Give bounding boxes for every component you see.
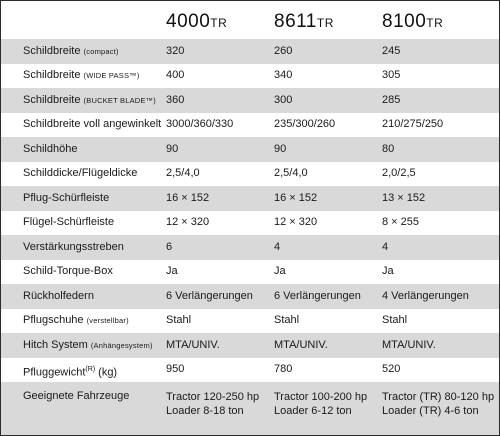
value-cell-model-3: 245 <box>382 44 401 57</box>
row-label <box>23 69 140 82</box>
value-cell-model-2: Stahl <box>274 314 300 327</box>
row-label <box>23 241 124 254</box>
value-cell-model-3: 520 <box>382 363 401 376</box>
value-cell-model-3: Ja <box>382 265 394 278</box>
value-cell-model-3: 305 <box>382 69 401 82</box>
value-line: Tractor 120-250 hp <box>166 391 260 403</box>
value-cell-model-2: 16 × 152 <box>274 191 318 204</box>
value-cell-model-2: 6 Verlängerungen <box>274 289 361 302</box>
table-row <box>1 137 499 162</box>
table-row <box>1 260 499 285</box>
value-cell-model-3: 4 Verlängerungen <box>382 289 469 302</box>
value-cell-model-2: 300 <box>274 93 293 106</box>
value-line: Loader (TR) 4-6 ton <box>382 405 479 417</box>
row-label-text: Schildbreite voll angewinkelt <box>23 118 162 131</box>
table-row <box>1 88 499 113</box>
value-cell-model-2: 90 <box>274 142 287 155</box>
value-line: Tractor (TR) 80-120 hp <box>382 391 495 403</box>
value-cell-model-1: MTA/UNIV. <box>166 338 220 351</box>
value-cell-model-2: 780 <box>274 363 293 376</box>
value-line: Loader 8-18 ton <box>166 405 244 417</box>
value-cell-model-1: 3000/360/330 <box>166 118 234 131</box>
row-label-text: Pflugschuhe <box>23 314 84 327</box>
table-row <box>1 211 499 236</box>
row-label <box>23 45 119 58</box>
value-cell-model-3: 13 × 152 <box>382 191 426 204</box>
model-heading-3: 8100TR <box>382 11 444 32</box>
row-label-text: Pfluggewicht <box>23 366 86 379</box>
row-label <box>23 167 137 180</box>
value-cell-model-1: Stahl <box>166 314 192 327</box>
value-cell-model-1: 400 <box>166 69 185 82</box>
row-label <box>23 216 114 229</box>
value-cell-model-1: Ja <box>166 265 178 278</box>
value-line: Loader 6-12 ton <box>274 405 352 417</box>
table-header <box>1 1 499 39</box>
value-cell-model-1: 320 <box>166 44 185 57</box>
value-cell-model-3: Stahl <box>382 314 408 327</box>
row-label-text: Flügel-Schürfleiste <box>23 216 115 229</box>
row-label-text: Verstärkungsstreben <box>23 240 124 253</box>
value-cell-model-2 <box>274 390 367 418</box>
value-cell-model-3: 2,0/2,5 <box>382 167 416 180</box>
value-cell-model-1: 360 <box>166 93 185 106</box>
row-label-note: (compact) <box>83 46 119 56</box>
row-label-note: (BUCKET BLADE™) <box>83 95 157 105</box>
table-row <box>1 284 499 309</box>
row-label <box>23 94 156 107</box>
row-label-note: (Anhängesystem) <box>90 340 153 350</box>
row-label-text: Schildbreite <box>23 93 81 106</box>
value-cell-model-2: MTA/UNIV. <box>274 338 328 351</box>
table-row <box>1 162 499 187</box>
row-label-text: Schildbreite <box>23 44 81 57</box>
value-cell-model-2: 2,5/4,0 <box>274 167 308 180</box>
row-label <box>23 118 161 131</box>
table-row-vehicles <box>1 382 499 435</box>
row-label-note: (WIDE PASS™) <box>83 71 140 81</box>
value-line: Tractor 100-200 hp <box>274 391 368 403</box>
row-label <box>23 339 153 352</box>
row-label-note: (verstellbar) <box>86 316 129 326</box>
row-label-text: Schildhöhe <box>23 142 78 155</box>
row-label-text: Schilddicke/Flügeldicke <box>23 167 138 180</box>
value-cell-model-3: 4 <box>382 240 389 253</box>
row-label <box>23 290 94 303</box>
value-cell-model-1: 12 × 320 <box>166 216 210 229</box>
row-label: Geeignete Fahrzeuge <box>23 390 130 402</box>
value-cell-model-1: 6 <box>166 240 173 253</box>
value-cell-model-3: MTA/UNIV. <box>382 338 436 351</box>
model-heading-1: 4000TR <box>166 11 228 32</box>
value-cell-model-2: 4 <box>274 240 281 253</box>
table-row <box>1 309 499 334</box>
table-row <box>1 235 499 260</box>
row-label <box>23 314 129 327</box>
row-label <box>23 265 113 278</box>
row-label <box>23 363 117 380</box>
row-label-text: Rückholfedern <box>23 289 94 302</box>
row-label <box>23 192 109 205</box>
row-label-unit: (kg) <box>95 366 118 379</box>
value-cell-model-1: 2,5/4,0 <box>166 167 200 180</box>
value-cell-model-1: 6 Verlängerungen <box>166 289 253 302</box>
value-cell-model-2: 235/300/260 <box>274 118 336 131</box>
value-cell-model-3: 8 × 255 <box>382 216 420 229</box>
value-cell-model-1: 16 × 152 <box>166 191 210 204</box>
table-row <box>1 39 499 64</box>
row-label-superscript: (R) <box>85 366 96 374</box>
table-row <box>1 64 499 89</box>
table-row <box>1 358 499 383</box>
table-row <box>1 113 499 138</box>
value-cell-model-2: 12 × 320 <box>274 216 318 229</box>
row-label-text: Schild-Torque-Box <box>23 265 113 278</box>
value-cell-model-2: Ja <box>274 265 286 278</box>
row-label <box>23 143 77 156</box>
table-row <box>1 186 499 211</box>
value-cell-model-2: 260 <box>274 44 293 57</box>
value-cell-model-1 <box>166 390 259 418</box>
model-heading-2: 8611TR <box>274 11 334 32</box>
value-cell-model-3: 80 <box>382 142 395 155</box>
value-cell-model-3: 210/275/250 <box>382 118 444 131</box>
value-cell-model-1: 90 <box>166 142 179 155</box>
value-cell-model-3: 285 <box>382 93 401 106</box>
row-label-text: Schildbreite <box>23 69 81 82</box>
row-label-text: Hitch System <box>23 338 88 351</box>
value-cell-model-1: 950 <box>166 363 185 376</box>
value-cell-model-3 <box>382 390 494 418</box>
table-row <box>1 333 499 358</box>
row-label-text: Pflug-Schürfleiste <box>23 191 110 204</box>
value-cell-model-2: 340 <box>274 69 293 82</box>
